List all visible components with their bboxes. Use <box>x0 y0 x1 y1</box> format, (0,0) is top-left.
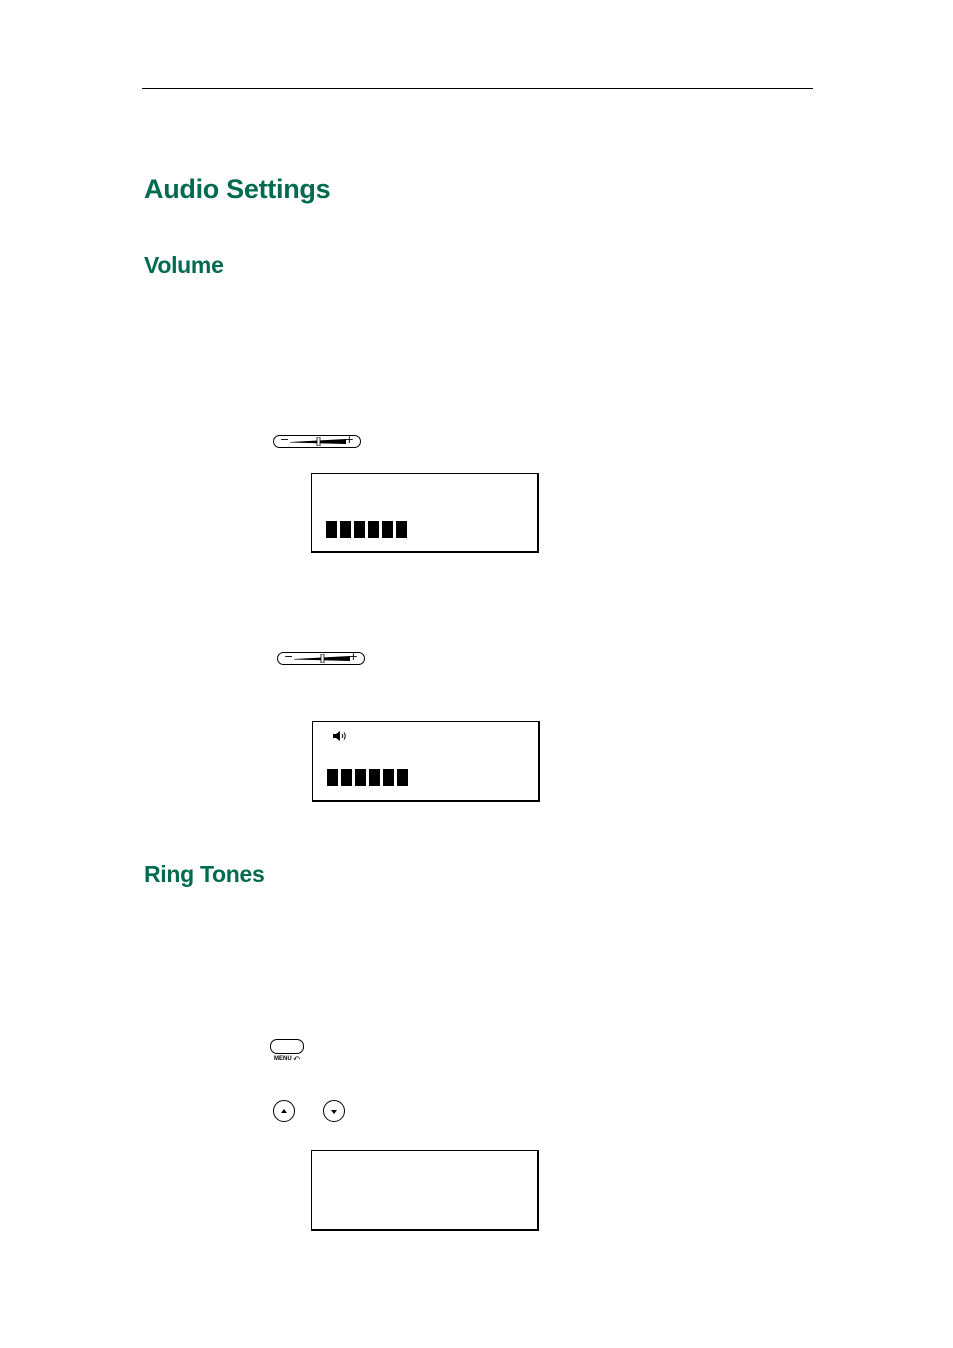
ring-tones-screen <box>311 1150 539 1231</box>
handset-volume-screen <box>312 721 540 802</box>
volume-plus-label: + <box>344 433 354 446</box>
volume-bar <box>368 521 379 538</box>
ringer-volume-screen <box>311 473 539 553</box>
volume-minus-label: − <box>284 650 294 663</box>
volume-key[interactable] <box>277 652 365 665</box>
volume-bar <box>327 769 338 786</box>
section-title: Audio Settings <box>144 174 331 204</box>
volume-bar <box>354 521 365 538</box>
volume-bar <box>396 521 407 538</box>
header-rule <box>142 88 813 89</box>
volume-bar <box>341 769 352 786</box>
volume-wedge-icon <box>294 654 350 663</box>
up-arrow-icon <box>281 1109 287 1113</box>
volume-bar <box>369 769 380 786</box>
volume-bar <box>326 521 337 538</box>
volume-bar <box>340 521 351 538</box>
menu-key-button-icon <box>270 1039 304 1054</box>
ring-tones-heading: Ring Tones <box>144 861 265 887</box>
volume-plus-label: + <box>348 650 358 663</box>
volume-level-bars <box>326 521 407 538</box>
menu-key-label: MENU ⤺ <box>274 1056 300 1062</box>
volume-bar <box>382 521 393 538</box>
speaker-icon <box>333 730 347 742</box>
volume-heading: Volume <box>144 252 224 278</box>
volume-wedge-icon <box>290 437 346 446</box>
menu-key[interactable] <box>270 1039 304 1065</box>
volume-bar <box>383 769 394 786</box>
volume-bar <box>397 769 408 786</box>
volume-key[interactable] <box>273 435 361 448</box>
down-arrow-icon <box>331 1110 337 1114</box>
down-arrow-key[interactable] <box>323 1100 345 1122</box>
volume-bar <box>355 769 366 786</box>
volume-minus-label: − <box>280 433 290 446</box>
up-arrow-key[interactable] <box>273 1100 295 1122</box>
volume-level-bars <box>327 769 408 786</box>
